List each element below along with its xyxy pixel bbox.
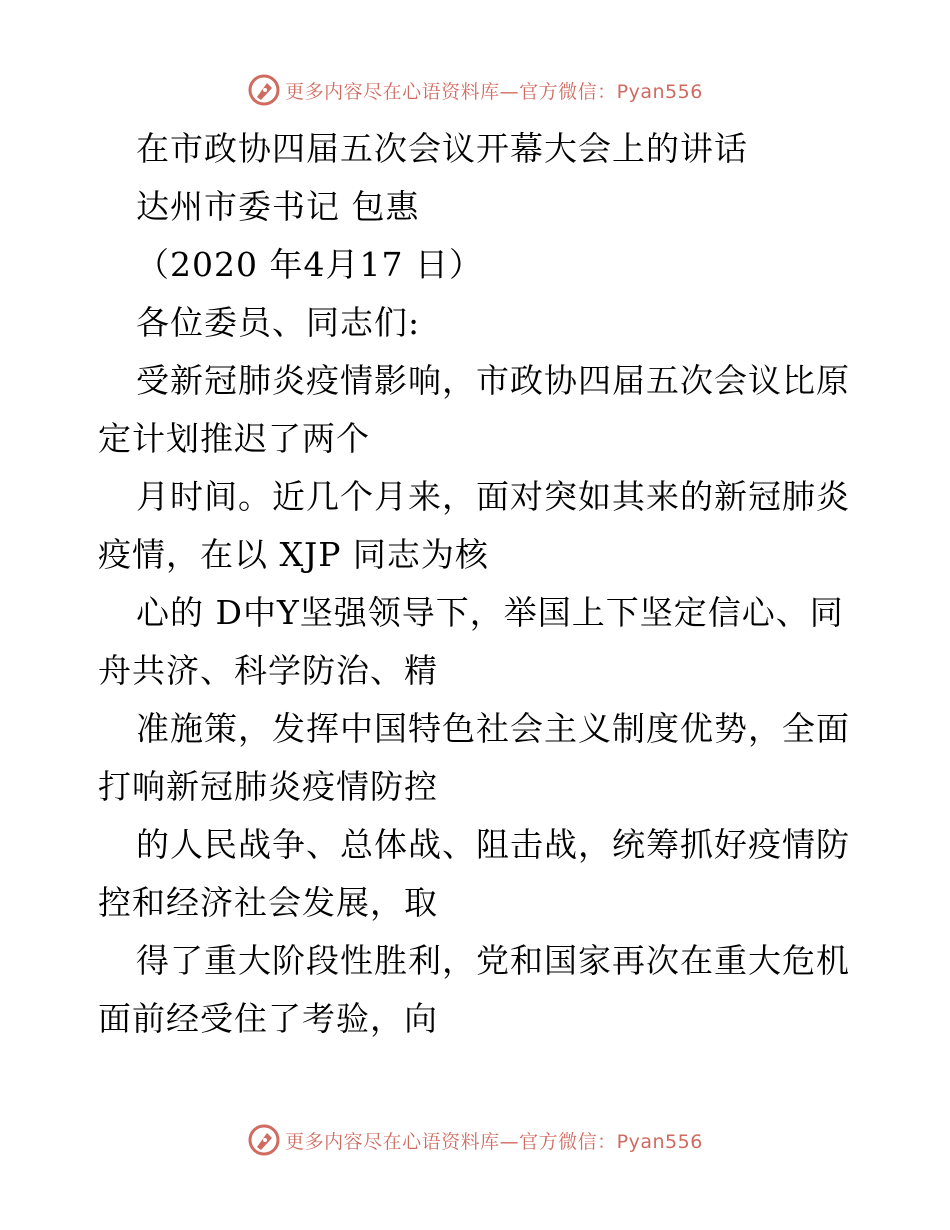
speaker-line: 达州市委书记 包惠 <box>136 187 420 226</box>
watermark-header <box>0 70 950 110</box>
body-line: 舟共济、科学防治、精 <box>98 651 438 690</box>
body-line: 定计划推迟了两个 <box>98 419 370 458</box>
watermark-text: 更多内容尽在心语资料库—官方微信：Pyan556 <box>285 80 703 103</box>
watermark-text: 更多内容尽在心语资料库—官方微信：Pyan556 <box>285 1130 703 1153</box>
pen-nib-logo-icon <box>247 73 281 107</box>
body-line: 月时间。近几个月来，面对突如其来的新冠肺炎 <box>136 477 850 516</box>
body-line: 的人民战争、总体战、阻击战，统筹抓好疫情防 <box>136 825 850 864</box>
document-title: 在市政协四届五次会议开幕大会上的讲话 <box>136 129 748 168</box>
body-line: 面前经受住了考验，向 <box>98 999 438 1038</box>
body-line: 控和经济社会发展，取 <box>98 883 438 922</box>
body-line: 疫情，在以 XJP 同志为核 <box>98 535 489 574</box>
body-line: 得了重大阶段性胜利，党和国家再次在重大危机 <box>136 941 850 980</box>
salutation: 各位委员、同志们: <box>136 303 421 342</box>
body-line: 准施策，发挥中国特色社会主义制度优势，全面 <box>136 709 850 748</box>
body-line: 受新冠肺炎疫情影响，市政协四届五次会议比原 <box>136 361 850 400</box>
pen-nib-logo-icon <box>247 1123 281 1157</box>
watermark-footer <box>0 1120 950 1160</box>
body-line: 打响新冠肺炎疫情防控 <box>98 767 438 806</box>
body-line: 心的 D中Y坚强领导下，举国上下坚定信心、同 <box>136 593 844 632</box>
document-body <box>98 120 858 1048</box>
date-line: （2020 年4月17 日） <box>136 245 483 284</box>
